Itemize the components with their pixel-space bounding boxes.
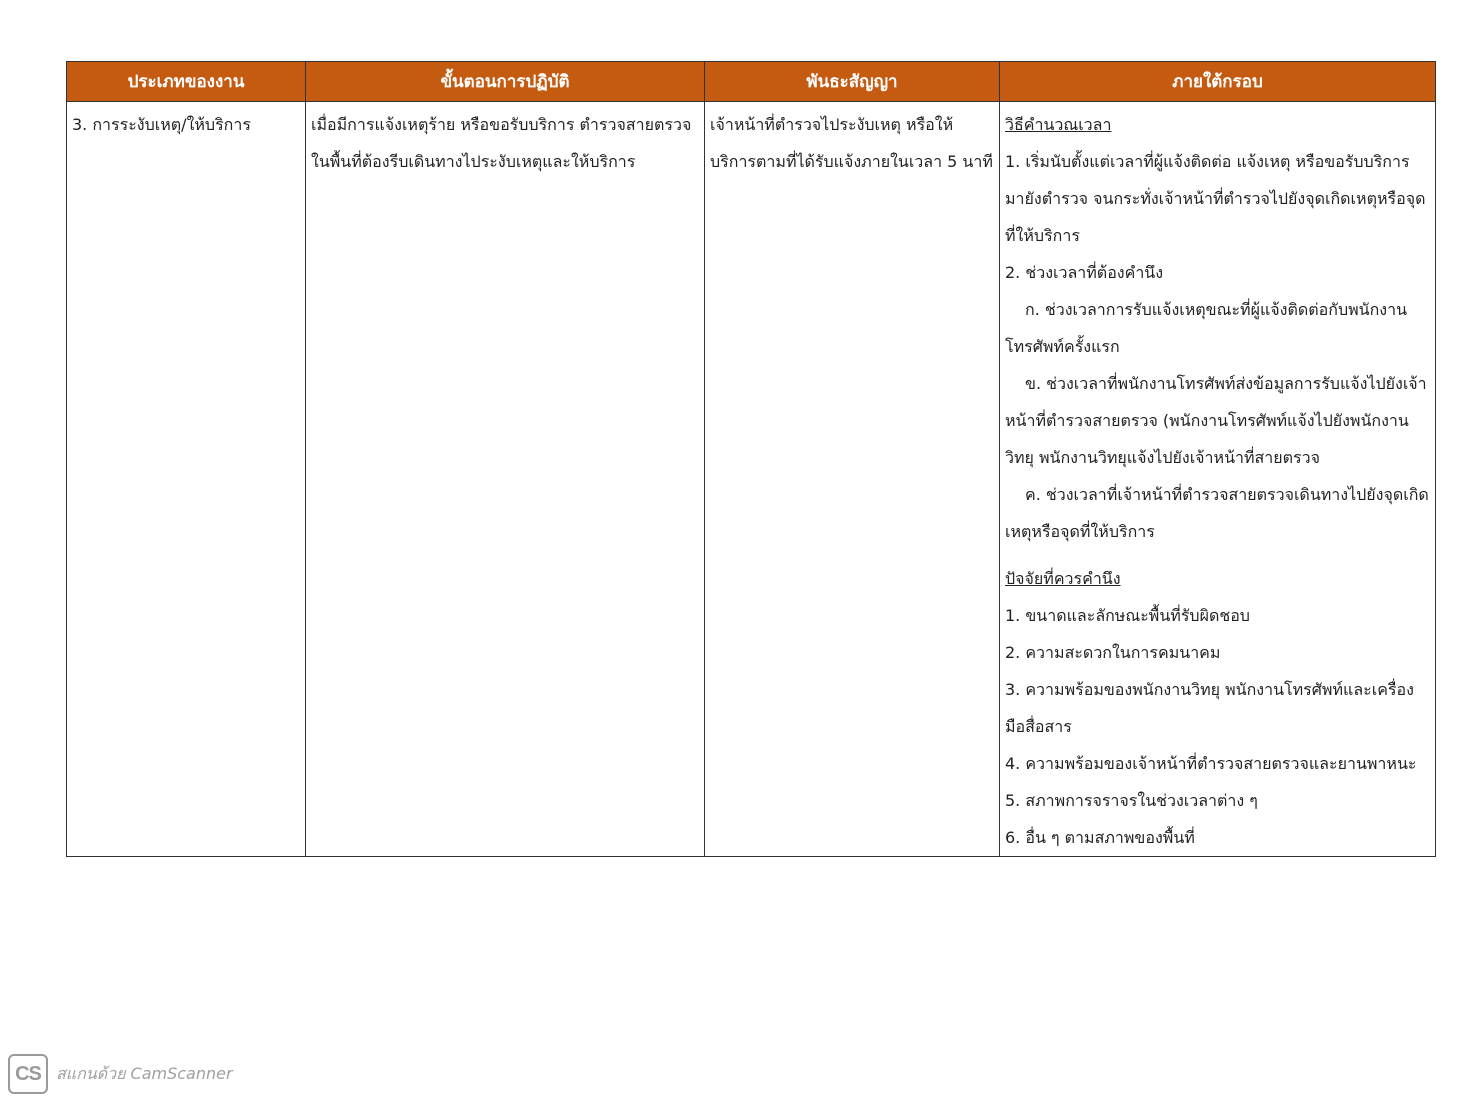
camscanner-watermark (8, 1054, 233, 1094)
factors-title: ปัจจัยที่ควรคำนึง (1005, 569, 1121, 588)
cell-work-type (67, 102, 306, 857)
factor-item: 3. ความพร้อมของพนักงานวิทยุ พนักงานโทรศัพท์และเครื่องมือสื่อสาร (1005, 680, 1414, 736)
factor-item: 5. สภาพการจราจรในช่วงเวลาต่าง ๆ (1005, 791, 1258, 810)
header-commitment: พันธะสัญญา (705, 62, 1000, 102)
header-work-type: ประเภทของงาน (67, 62, 306, 102)
factor-item: 6. อื่น ๆ ตามสภาพของพื้นที่ (1005, 828, 1195, 847)
work-type-text: 3. การระงับเหตุ/ให้บริการ (72, 115, 251, 134)
table-row (67, 102, 1436, 857)
time-calculation-section (1005, 106, 1430, 550)
table-header (67, 62, 1436, 102)
cell-procedure (306, 102, 705, 857)
calc-substep-a: ก. ช่วงเวลาการรับแจ้งเหตุขณะที่ผู้แจ้งติดต่อกับพนักงานโทรศัพท์ครั้งแรก (1005, 300, 1408, 356)
calc-substep-c: ค. ช่วงเวลาที่เจ้าหน้าที่ตำรวจสายตรวจเดินทางไปยังจุดเกิดเหตุหรือจุดที่ให้บริการ (1005, 485, 1429, 541)
calc-step-1: 1. เริ่มนับตั้งแต่เวลาที่ผู้แจ้งติดต่อ แจ้งเหตุ หรือขอรับบริการมายังตำรวจ จนกระทั่งเจ้าหน้าที่ตำรวจไปยังจุดเกิดเหตุหรือจุดที่ให้บริการ (1005, 152, 1426, 245)
procedure-text: เมื่อมีการแจ้งเหตุร้าย หรือขอรับบริการ ตำรวจสายตรวจในพื้นที่ต้องรีบเดินทางไประงับเหตุและให้บริการ (311, 115, 692, 171)
table-body (67, 102, 1436, 857)
time-calculation-title: วิธีคำนวณเวลา (1005, 115, 1112, 134)
factor-item: 2. ความสะดวกในการคมนาคม (1005, 643, 1221, 662)
commitment-text: เจ้าหน้าที่ตำรวจไประงับเหตุ หรือให้บริการตามที่ได้รับแจ้งภายในเวลา 5 นาที (710, 115, 993, 171)
service-commitment-table (66, 61, 1436, 857)
header-row (67, 62, 1436, 102)
cell-framework (1000, 102, 1436, 857)
header-framework: ภายใต้กรอบ (1000, 62, 1436, 102)
factor-item: 1. ขนาดและลักษณะพื้นที่รับผิดชอบ (1005, 606, 1250, 625)
factor-item: 4. ความพร้อมของเจ้าหน้าที่ตำรวจสายตรวจและยานพาหนะ (1005, 754, 1417, 773)
camscanner-logo-icon: CS (8, 1054, 48, 1094)
calc-substep-b: ข. ช่วงเวลาที่พนักงานโทรศัพท์ส่งข้อมูลการรับแจ้งไปยังเจ้าหน้าที่ตำรวจสายตรวจ (พนักงานโทรศัพท์แจ้งไปยังพนักงานวิทยุ พนักงานวิทยุแจ้งไปยังเจ้าหน้าที่สายตรวจ (1005, 374, 1427, 467)
calc-step-2: 2. ช่วงเวลาที่ต้องคำนึง (1005, 263, 1164, 282)
factors-section (1005, 560, 1430, 856)
camscanner-text: สแกนด้วย CamScanner (56, 1063, 233, 1083)
cell-commitment (705, 102, 1000, 857)
header-procedure: ขั้นตอนการปฏิบัติ (306, 62, 705, 102)
section-gap (1005, 550, 1430, 560)
